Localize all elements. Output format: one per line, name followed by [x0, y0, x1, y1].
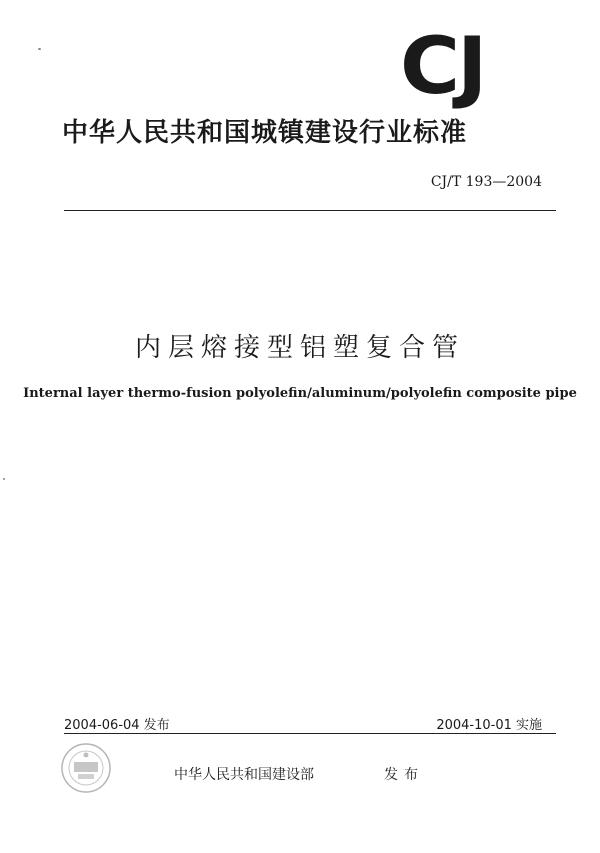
- document-title-english: Internal layer thermo-fusion polyolefin/aluminum/polyolefin composite pipe: [23, 386, 577, 401]
- issue-date: 2004-06-04 发布: [64, 718, 170, 733]
- top-divider: [64, 210, 556, 211]
- scan-speck: [38, 48, 41, 50]
- publisher-name: 中华人民共和国建设部: [174, 767, 314, 783]
- seal-stamp-icon: [60, 742, 112, 794]
- document-title-chinese: 内层熔接型铝塑复合管: [134, 333, 465, 363]
- implementation-date: 2004-10-01 实施: [436, 718, 542, 733]
- scan-speck: [3, 478, 5, 480]
- cj-logo: CJ: [400, 22, 485, 112]
- standard-number: CJ/T 193—2004: [430, 174, 542, 190]
- bottom-divider: [64, 733, 556, 734]
- organization-title: 中华人民共和国城镇建设行业标准: [62, 118, 468, 148]
- publisher-action: 发布: [384, 767, 424, 783]
